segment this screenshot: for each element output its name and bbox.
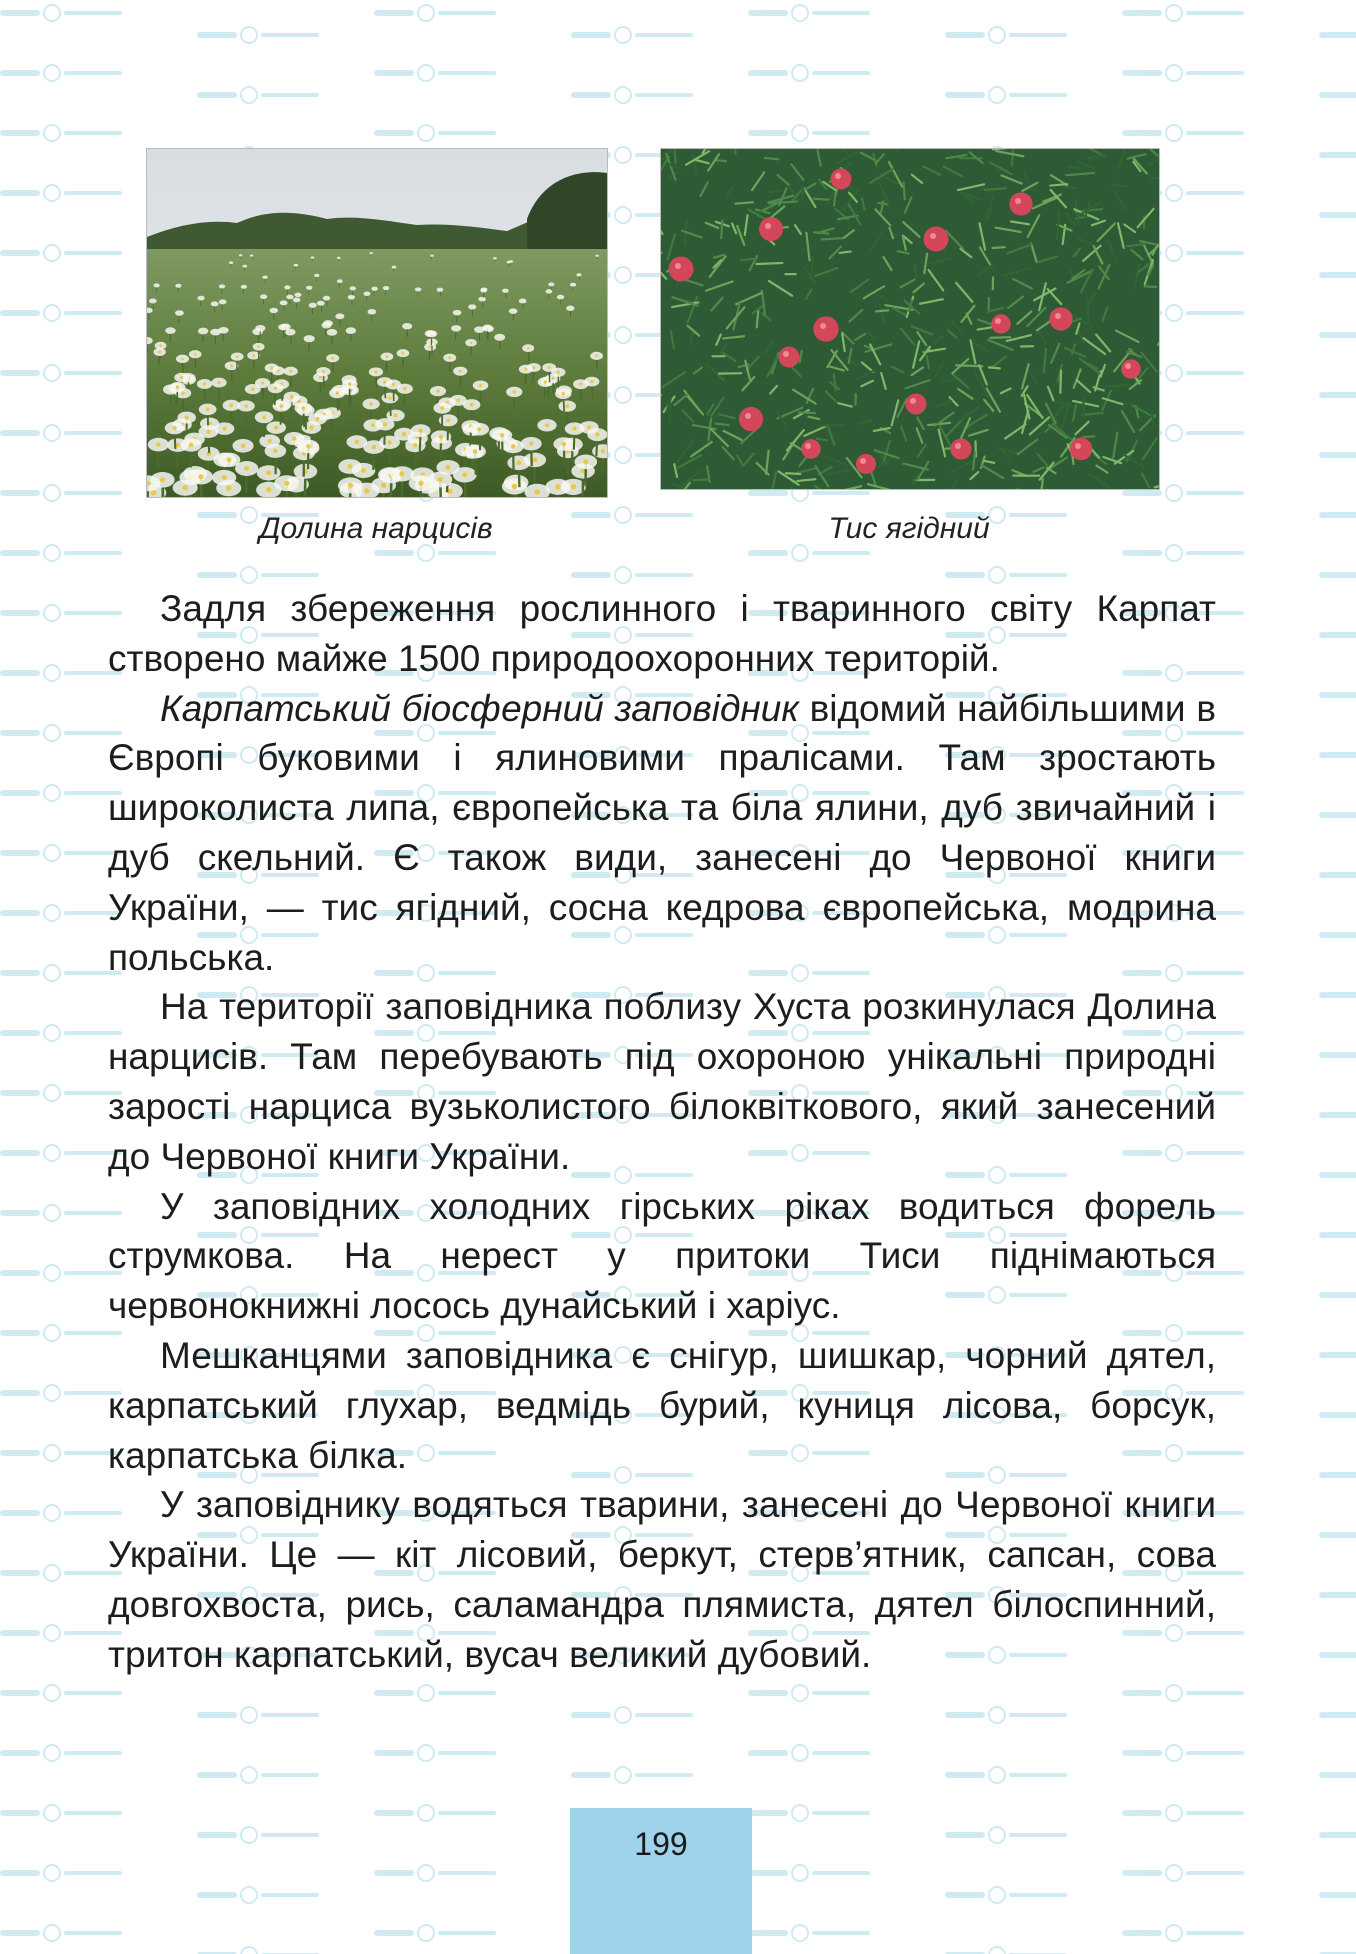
paragraph: Мешканцями заповідника є снігур, шишкар, чорний дятел, карпатський глухар, ведмідь бурий, куниця лісова, борсук, карпатська білка. [108,1334,1216,1476]
paragraph: У заповіднику водяться тварини, занесені до Червоної книги України. Це — кіт лісовий, беркут, стерв’ятник, сапсан, сова довгохвоста, рись, саламандра плямиста, дятел білоспинний, тритон карпатський, вусач великий дубовий. [108,1484,1216,1675]
main-text [108,584,1216,1680]
figure-caption: Тис ягідний [828,512,990,545]
yew-branch-photo [660,148,1160,490]
reserve-name: Карпатський біосферний заповідник [160,687,799,729]
paragraph: Карпатський біосферний заповідник відомий найбільшими в Європі буковими і ялиновими пралісами. Там зростають широколиста липа, європейська та біла ялини, дуб звичайний і дуб скельний. Є також види, занесені до Червоної книги України, — тис ягідний, сосна кедрова європейська, модрина польська. [108,687,1216,978]
paragraph: На території заповідника поблизу Хуста розкинулася Долина нарцисів. Там перебувають під охороною унікальні природні зарості нарциса вузьколистого білоквіткового, який занесений до Червоної книги України. [108,986,1216,1177]
page-number: 199 [634,1826,688,1862]
page-number-tab [570,1808,752,1954]
paragraph: Задля збереження рослинного і тваринного світу Карпат створено майже 1500 природоохоронних територій. [108,588,1216,679]
paragraph: У заповідних холодних гірських ріках водиться форель струмкова. На нерест у притоки Тиси піднімаються червонокнижні лосось дунайський і харіус. [108,1185,1216,1327]
figure-caption: Долина нарцисів [259,512,493,545]
daffodil-meadow-photo [146,148,608,498]
